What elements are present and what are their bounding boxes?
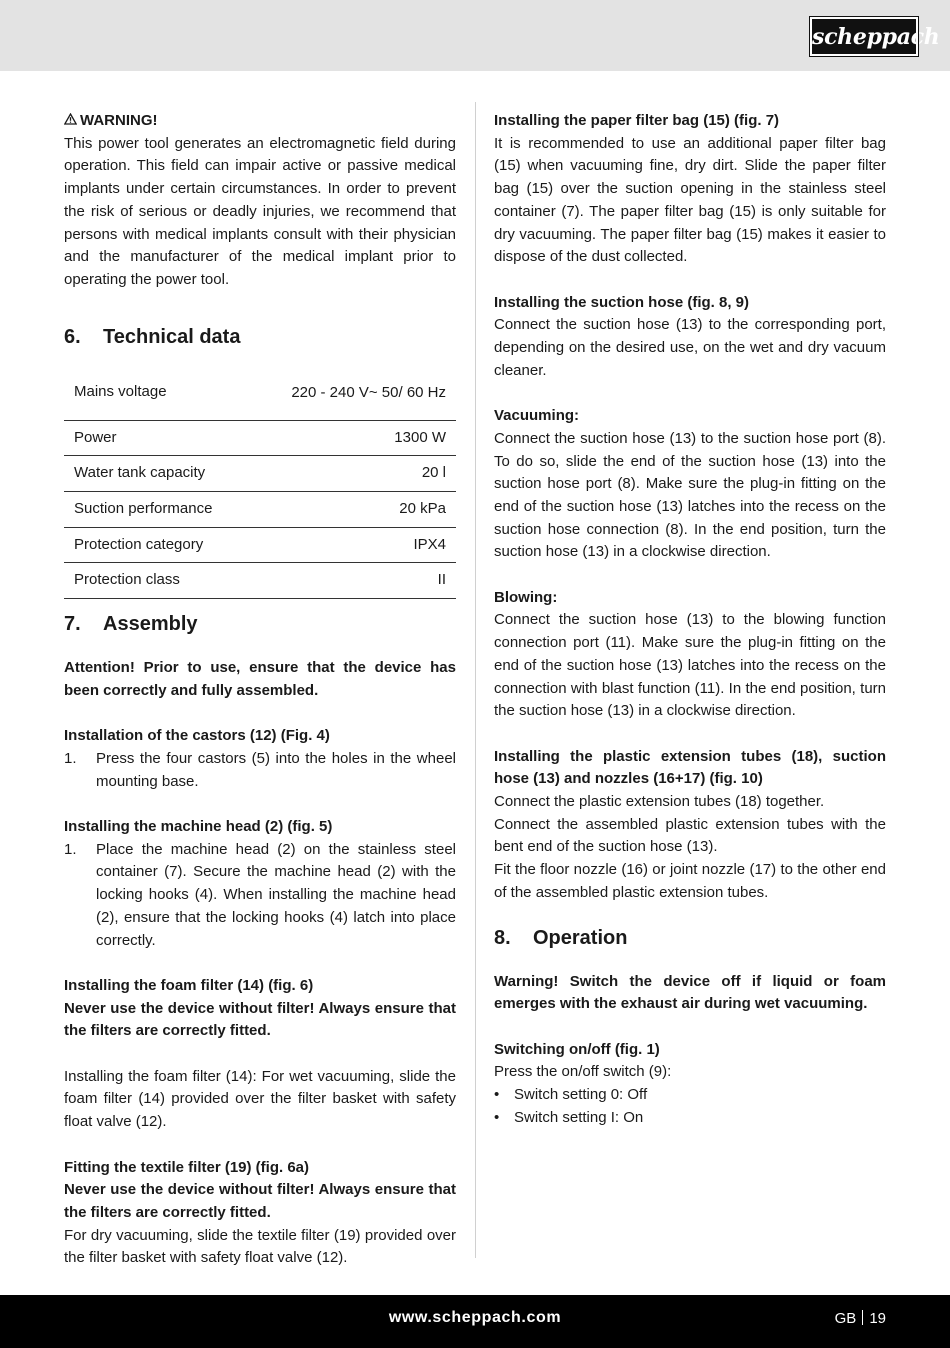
list-item: 1. Press the four castors (5) into the holes in the wheel mounting base. bbox=[64, 749, 456, 790]
table-row: Protection category IPX4 bbox=[64, 527, 456, 563]
scheppach-logo: scheppach bbox=[810, 17, 918, 56]
foam-filter-text: Installing the foam filter (14): For wet vacuuming, slide the foam filter (14) provided over the filter basket with safety float valve (12). bbox=[64, 1067, 456, 1131]
section-7-heading: 7. Assembly bbox=[64, 613, 198, 636]
vacuuming-heading: Vacuuming: bbox=[494, 407, 580, 425]
paper-filter-text: It is recommended to use an additional paper filter bag (15) when vacuuming fine, dry dirt. Slide the paper filter bag (15) over the suction opening in the stainless steel container (7). The paper filter bag (15) is only suitable for dry vacuuming. The paper filter bag (15) makes it easier to dispose of the dust collected. bbox=[494, 134, 886, 266]
warning-text: This power tool generates an electromagnetic field during operation. This field can impair active or passive medical implants under certain circumstances. In order to prevent the risk of serious or deadly injuries, we recommend that persons with medical implants consult with their physician and the manufacturer of the medical implant prior to operating the power tool. bbox=[64, 134, 456, 288]
warning-triangle-icon bbox=[64, 110, 80, 133]
page-separator bbox=[862, 1310, 863, 1325]
right-column bbox=[494, 110, 886, 1129]
warning-heading: WARNING! bbox=[64, 110, 456, 133]
table-row: Protection class II bbox=[64, 563, 456, 599]
machine-head-steps bbox=[64, 839, 456, 953]
suction-hose-text: Connect the suction hose (13) to the corresponding port, depending on the desired use, on the wet and dry vacuum cleaner. bbox=[494, 316, 886, 379]
table-row: Suction performance 20 kPa bbox=[64, 492, 456, 528]
column-divider bbox=[475, 102, 476, 1258]
switch-settings-list bbox=[494, 1084, 886, 1129]
castors-steps bbox=[64, 748, 456, 793]
list-item: • Switch setting I: On bbox=[494, 1108, 644, 1126]
textile-filter-text: For dry vacuuming, slide the textile filter (19) provided over the filter basket with safety float valve (12). bbox=[64, 1226, 456, 1267]
switching-heading: Switching on/off (fig. 1) bbox=[494, 1040, 660, 1058]
list-item: • Switch setting 0: Off bbox=[494, 1086, 648, 1104]
switching-text: Press the on/off switch (9): bbox=[494, 1063, 672, 1081]
suction-hose-heading: Installing the suction hose (fig. 8, 9) bbox=[494, 293, 750, 311]
attention-note: Attention! Prior to use, ensure that the device has been correctly and fully assembled. bbox=[64, 659, 456, 699]
extension-tubes-heading: Installing the plastic extension tubes (18), suction hose (13) and nozzles (16+17) (fig. 10) bbox=[494, 747, 886, 788]
section-8-heading: 8. Operation bbox=[494, 926, 628, 949]
extension-tubes-text-1: Connect the plastic extension tubes (18) together. bbox=[494, 793, 825, 811]
textile-filter-warning: Never use the device without filter! Always ensure that the filters are correctly fitted. bbox=[64, 1181, 456, 1221]
machine-head-heading: Installing the machine head (2) (fig. 5) bbox=[64, 818, 333, 836]
extension-tubes-text-2: Connect the assembled plastic extension tubes with the bent end of the suction hose (13). bbox=[494, 815, 886, 856]
castors-heading: Installation of the castors (12) (Fig. 4) bbox=[64, 727, 330, 745]
left-column bbox=[64, 110, 456, 1270]
table-row: Power 1300 W bbox=[64, 420, 456, 456]
paper-filter-heading: Installing the paper filter bag (15) (fig. 7) bbox=[494, 112, 780, 129]
section-6-heading: 6. Technical data bbox=[64, 325, 241, 348]
blowing-text: Connect the suction hose (13) to the blowing function connection port (11). Make sure the plug-in fitting on the end of the suction hose (13) latches into the recess on the connection with blast function (11). In the end position, turn the suction hose (13) in a clockwise direction. bbox=[494, 611, 886, 720]
operation-warning: Warning! Switch the device off if liquid or foam emerges with the exhaust air during wet vacuuming. bbox=[494, 972, 886, 1013]
extension-tubes-text-3: Fit the floor nozzle (16) or joint nozzle (17) to the other end of the assembled plastic extension tubes. bbox=[494, 861, 886, 901]
technical-data-table bbox=[64, 366, 456, 600]
page-header bbox=[0, 0, 950, 71]
foam-filter-heading: Installing the foam filter (14) (fig. 6) bbox=[64, 976, 314, 994]
list-item: 1. Place the machine head (2) on the stainless steel container (7). Secure the machine head (2) with the locking hooks (4). When installing the machine head (2), ensure that the locking hooks (4) latch into place correctly. bbox=[64, 840, 456, 949]
table-row: Water tank capacity 20 l bbox=[64, 456, 456, 492]
foam-filter-warning: Never use the device without filter! Always ensure that the filters are correctly fitted. bbox=[64, 999, 456, 1040]
table-row: Mains voltage 220 - 240 V~ 50/ 60 Hz bbox=[64, 366, 456, 421]
website-link[interactable]: www.scheppach.com bbox=[388, 1309, 562, 1326]
textile-filter-heading: Fitting the textile filter (19) (fig. 6a) bbox=[64, 1158, 310, 1176]
vacuuming-text: Connect the suction hose (13) to the suction hose port (8). To do so, slide the end of the suction hose (13) into the suction hose port (8). Make sure the plug-in fitting on the end of the suction hose (13) latches into the recess on the suction hose connection (8). In the end position, turn the suction hose (13) in a clockwise direction. bbox=[494, 429, 886, 561]
page-footer bbox=[0, 1295, 950, 1348]
blowing-heading: Blowing: bbox=[494, 588, 558, 606]
page-number: GB 19 bbox=[834, 1310, 886, 1327]
